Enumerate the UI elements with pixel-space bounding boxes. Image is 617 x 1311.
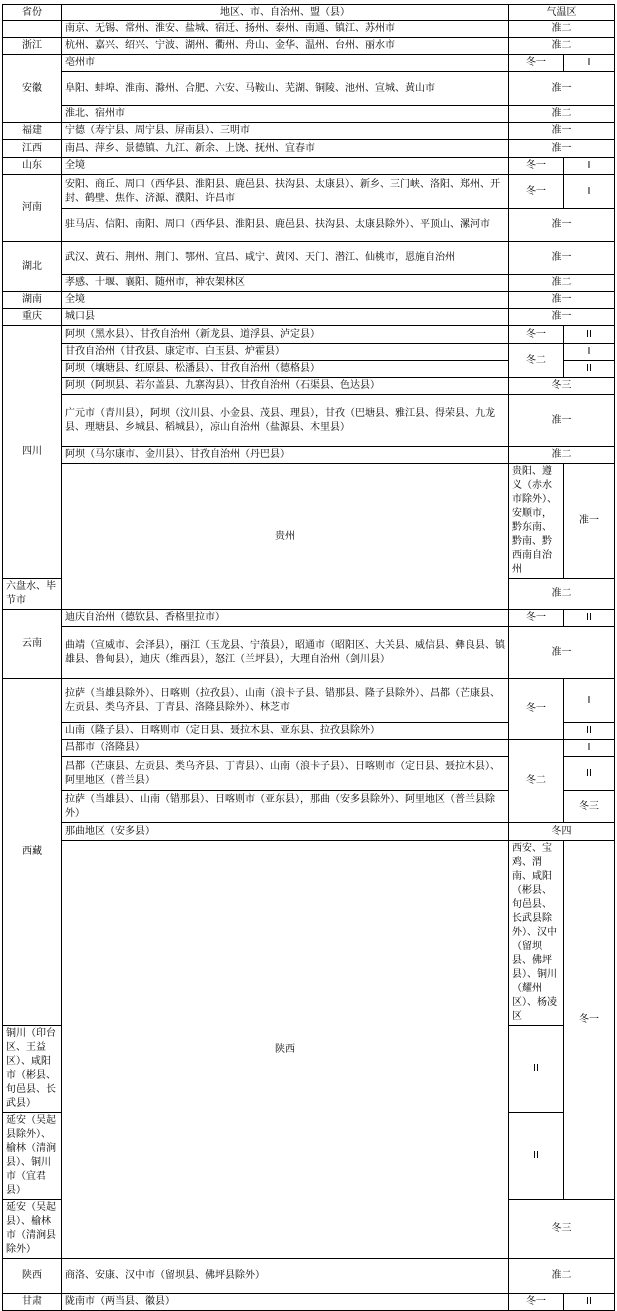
zone-cell: 准二 [509, 579, 615, 610]
zone-cell: 准二 [509, 275, 615, 292]
zone-cell: 冬一 [509, 679, 564, 740]
zone-cell: 冬三 [564, 791, 615, 823]
region-cell: 亳州市 [62, 55, 509, 72]
table-row [3, 679, 615, 723]
table-row [3, 344, 615, 361]
table-row [3, 1294, 615, 1311]
region-cell: 城口县 [62, 309, 509, 326]
zone-cell: 冬一 [509, 610, 564, 627]
zone-cell: 冬三 [509, 1200, 615, 1259]
province-cell: 河南 [3, 175, 62, 242]
province-cell: 甘肃 [3, 1294, 62, 1311]
zone-cell: 准一 [509, 627, 615, 679]
region-cell: 南昌、萍乡、景德镇、九江、新余、上饶、抚州、宜春市 [62, 140, 509, 158]
zone-cell: 冬一 [509, 175, 564, 209]
zone-cell: 准一 [509, 242, 615, 275]
zone-cell: 冬二 [509, 740, 564, 823]
zone-cell: 准二 [509, 38, 615, 55]
zone-subclass-cell: I [564, 679, 615, 723]
region-cell: 西安、宝鸡、渭南、咸阳（彬县、旬邑县、长武县除外）、汉中（留坝县、佛坪县）、铜川（耀州区）、杨凌区 [509, 841, 564, 1026]
table-header-row [3, 5, 615, 21]
header-zone: 气温区 [509, 5, 615, 21]
province-cell: 江西 [3, 140, 62, 158]
zone-cell: 冬一 [509, 326, 564, 344]
zone-cell: 冬一 [509, 55, 564, 72]
zone-subclass-cell: I [564, 740, 615, 757]
table-row [3, 378, 615, 395]
zone-cell: 准一 [509, 72, 615, 106]
zone-subclass-cell: II [509, 1026, 564, 1113]
region-cell: 阿坝（马尔康市、金川县）、甘孜自治州（丹巴县） [62, 447, 509, 464]
region-cell: 南京、无锡、常州、淮安、盐城、宿迁、扬州、泰州、南通、镇江、苏州市 [62, 21, 509, 38]
table-row [3, 72, 615, 106]
zone-cell: 冬四 [509, 823, 615, 841]
zone-cell: 准一 [509, 395, 615, 447]
zone-cell: 冬二 [509, 344, 564, 378]
region-cell: 商洛、安康、汉中市（留坝县、佛坪县除外） [62, 1259, 509, 1294]
zone-cell: 准二 [509, 447, 615, 464]
region-cell: 昌都市（洛隆县） [62, 740, 509, 757]
region-cell: 淮北、宿州市 [62, 106, 509, 123]
province-cell: 云南 [3, 610, 62, 679]
zone-cell: 冬三 [509, 378, 615, 395]
region-cell: 甘孜自治州（甘孜县、康定市、白玉县、炉霍县） [62, 344, 509, 361]
zone-cell: 准一 [564, 464, 615, 579]
zone-subclass-cell: II [564, 757, 615, 791]
region-cell: 安阳、商丘、周口（西华县、淮阳县、鹿邑县、扶沟县、太康县）、新乡、三门峡、洛阳、郑州、开封、鹤壁、焦作、济源、濮阳、许昌市 [62, 175, 509, 209]
region-cell: 拉萨（当雄县）、山南（错那县）、日喀则市（亚东县），那曲（安多县除外）、阿里地区（普兰县除外） [62, 791, 509, 823]
table-row [3, 242, 615, 275]
zone-cell: 准二 [509, 106, 615, 123]
table-row [3, 275, 615, 292]
region-cell: 阿坝（阿坝县、若尔盖县、九寨沟县）、甘孜自治州（石渠县、色达县） [62, 378, 509, 395]
region-cell: 那曲地区（安多县） [62, 823, 509, 841]
region-cell: 延安（吴起县）、榆林市（清涧县除外） [3, 1200, 62, 1259]
zone-cell: 准一 [509, 140, 615, 158]
region-cell: 山南（隆子县）、日喀则市（定日县、聂拉木县、亚东县、拉孜县除外） [62, 723, 509, 740]
zone-cell: 冬一 [509, 1294, 564, 1311]
region-cell: 广元市（青川县），阿坝（汶川县、小金县、茂县、理县），甘孜（巴塘县、雅江县、得荣县、九龙县、理塘县、乡城县、稻城县），凉山自治州（盐源县、木里县） [62, 395, 509, 447]
zone-cell: 准一 [509, 209, 615, 242]
region-cell: 延安（吴起县除外）、榆林（清涧县）、铜川市（宜君县） [3, 1113, 62, 1200]
zone-subclass-cell: I [564, 158, 615, 175]
zone-subclass-cell: II [509, 1113, 564, 1200]
region-cell: 阿坝（壤塘县、红原县、松潘县）、甘孜自治州（德格县） [62, 361, 509, 378]
table-row [3, 395, 615, 447]
province-cell: 浙江 [3, 38, 62, 55]
region-cell: 全境 [62, 158, 509, 175]
zone-subclass-cell: II [564, 326, 615, 344]
table-row [3, 464, 615, 579]
zone-subclass-cell: I [564, 344, 615, 361]
region-cell: 拉萨（当雄县除外）、日喀则（拉孜县）、山南（浪卡子县、错那县、隆子县除外）、昌都（芒康县、左贡县、类乌齐县、丁青县、洛隆县除外）、林芝市 [62, 679, 509, 723]
region-cell: 贵阳、遵义（赤水市除外）、安顺市，黔东南、黔南、黔西南自治州 [509, 464, 564, 579]
header-region: 地区、市、自治州、盟（县） [62, 5, 509, 21]
table-row [3, 123, 615, 140]
table-row [3, 292, 615, 309]
region-cell: 杭州、嘉兴、绍兴、宁波、湖州、衢州、舟山、金华、温州、台州、丽水市 [62, 38, 509, 55]
table-body [3, 21, 615, 1311]
zone-subclass-cell: II [564, 723, 615, 740]
province-cell: 陕西 [62, 841, 509, 1259]
zone-cell: 冬一 [564, 841, 615, 1200]
region-cell: 驻马店、信阳、南阳、周口（西华县、淮阳县、鹿邑县、扶沟县、太康县除外）、平顶山、漯河市 [62, 209, 509, 242]
table-row [3, 841, 615, 1026]
table-row [3, 38, 615, 55]
table-row [3, 175, 615, 209]
region-cell: 阿坝（黑水县）、甘孜自治州（新龙县、道浮县、泸定县） [62, 326, 509, 344]
province-cell: 西藏 [3, 679, 62, 1026]
zone-subclass-cell: II [564, 361, 615, 378]
table-row [3, 740, 615, 757]
table-row [3, 106, 615, 123]
region-cell: 迪庆自治州（德钦县、香格里拉市） [62, 610, 509, 627]
table-row [3, 158, 615, 175]
table-row [3, 309, 615, 326]
zone-subclass-cell: II [564, 610, 615, 627]
table-row [3, 55, 615, 72]
zone-cell: 准一 [509, 123, 615, 140]
province-cell: 福建 [3, 123, 62, 140]
region-cell: 昌都（芒康县、左贡县、类乌齐县、丁青县）、山南（浪卡子县）、日喀则市（定日县、聂拉木县）、阿里地区（普兰县） [62, 757, 509, 791]
climate-zone-table [2, 4, 615, 1311]
header-province: 省份 [3, 5, 62, 21]
province-cell: 四川 [3, 326, 62, 579]
province-cell [3, 21, 62, 38]
table-row [3, 326, 615, 344]
zone-cell: 准一 [509, 309, 615, 326]
table-row [3, 823, 615, 841]
table-row [3, 21, 615, 38]
region-cell: 六盘水、毕节市 [3, 579, 62, 610]
zone-subclass-cell: I [564, 55, 615, 72]
region-cell: 全境 [62, 292, 509, 309]
table-row [3, 1259, 615, 1294]
table-row [3, 447, 615, 464]
region-cell: 铜川（印台区、王益区）、咸阳市（彬县、旬邑县、长武县） [3, 1026, 62, 1113]
table-row [3, 610, 615, 627]
zone-subclass-cell: II [564, 1294, 615, 1311]
zone-subclass-cell: I [564, 175, 615, 209]
table-row [3, 140, 615, 158]
province-cell: 重庆 [3, 309, 62, 326]
region-cell: 阜阳、蚌埠、淮南、滁州、合肥、六安、马鞍山、芜湖、铜陵、池州、宣城、黄山市 [62, 72, 509, 106]
zone-cell: 冬一 [509, 158, 564, 175]
province-cell: 湖南 [3, 292, 62, 309]
table-row [3, 209, 615, 242]
region-cell: 孝感、十堰、襄阳、随州市，神农架林区 [62, 275, 509, 292]
province-cell: 贵州 [62, 464, 509, 610]
region-cell: 武汉、黄石、荆州、荆门、鄂州、宜昌、咸宁、黄冈、天门、潜江、仙桃市，恩施自治州 [62, 242, 509, 275]
region-cell: 曲靖（宣威市、会泽县），丽江（玉龙县、宁蒗县），昭通市（昭阳区、大关县、威信县、彝良县、镇雄县、鲁甸县），迪庆（维西县），怒江（兰坪县），大理自治州（剑川县） [62, 627, 509, 679]
zone-cell: 准二 [509, 21, 615, 38]
table-row [3, 627, 615, 679]
zone-cell: 准二 [509, 1259, 615, 1294]
province-cell: 陕西 [3, 1259, 62, 1294]
region-cell: 陇南市（两当县、徽县） [62, 1294, 509, 1311]
province-cell: 安徽 [3, 55, 62, 123]
zone-cell: 准一 [509, 292, 615, 309]
province-cell: 湖北 [3, 242, 62, 292]
province-cell: 山东 [3, 158, 62, 175]
region-cell: 宁德（寿宁县、周宁县、屏南县）、三明市 [62, 123, 509, 140]
